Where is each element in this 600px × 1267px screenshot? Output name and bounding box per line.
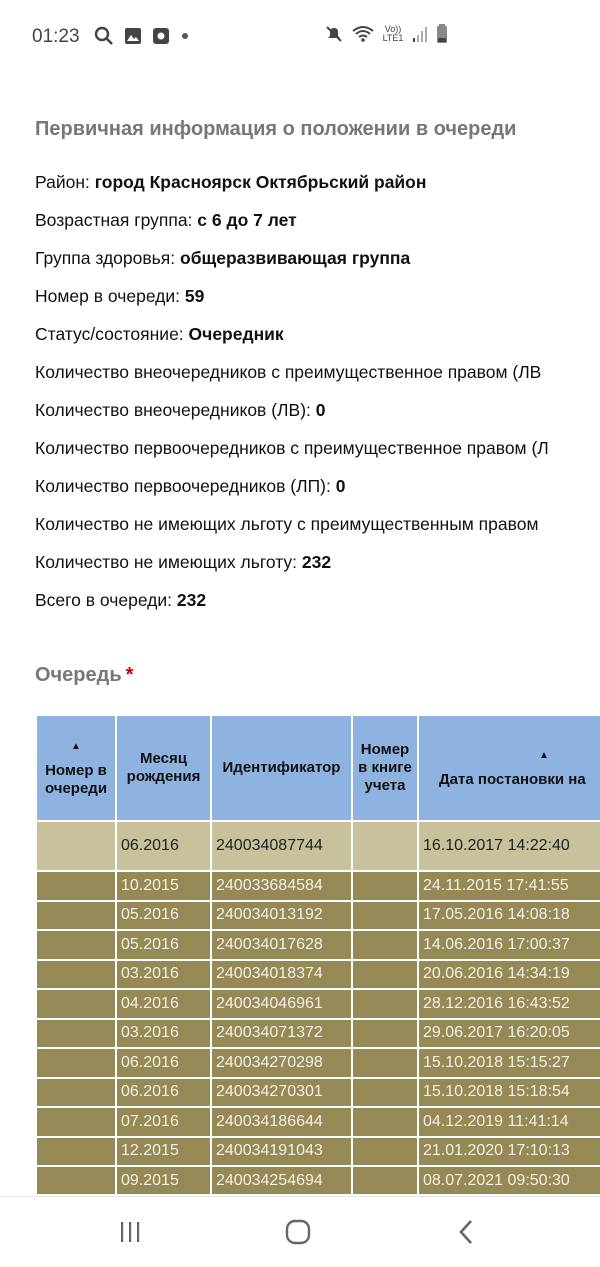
info-lines — [35, 163, 600, 619]
info-label: Количество первоочередников с преимущественное правом (Л — [35, 438, 549, 458]
battery-icon — [436, 24, 448, 44]
cell-queue-number — [36, 871, 116, 901]
cell-book-number — [352, 1078, 418, 1108]
signal-icon — [412, 25, 428, 43]
table-row[interactable] — [36, 1107, 600, 1137]
info-line — [35, 315, 600, 353]
info-line — [35, 391, 600, 429]
cell-book-number — [352, 989, 418, 1019]
cell-identifier: 240034254694 — [211, 1166, 352, 1194]
info-line — [35, 581, 600, 619]
table-row[interactable] — [36, 989, 600, 1019]
cell-queue-number — [36, 1166, 116, 1194]
queue-title-text: Очередь — [35, 664, 122, 686]
info-value: город Красноярск Октябрьский район — [94, 172, 427, 192]
notification-icons — [94, 26, 190, 46]
header-identifier[interactable]: Идентификатор — [211, 715, 352, 821]
cell-queue-number — [36, 989, 116, 1019]
info-label: Всего в очереди: — [35, 590, 177, 610]
info-value: 59 — [184, 286, 205, 306]
info-label: Статус/состояние: — [35, 324, 189, 344]
info-label: Количество внеочередников (ЛВ): — [35, 400, 316, 420]
cell-identifier: 240034191043 — [211, 1137, 352, 1167]
cell-queue-number — [36, 1078, 116, 1108]
info-value: 0 — [315, 400, 326, 420]
table-row[interactable] — [36, 1137, 600, 1167]
table-row[interactable] — [36, 1019, 600, 1049]
cell-identifier: 240034186644 — [211, 1107, 352, 1137]
info-label: Количество первоочередников (ЛП): — [35, 476, 336, 496]
cell-book-number — [352, 821, 418, 871]
cell-registration-date: 28.12.2016 16:43:52 — [418, 989, 600, 1019]
info-line — [35, 353, 600, 391]
cell-birth-month: 10.2015 — [116, 871, 211, 901]
back-icon[interactable] — [446, 1215, 486, 1249]
wifi-icon — [352, 25, 374, 43]
recents-icon[interactable] — [110, 1215, 150, 1249]
section-title: Первичная информация о положении в очереди — [35, 118, 517, 140]
info-value: с 6 до 7 лет — [197, 210, 297, 230]
required-mark: * — [125, 664, 134, 686]
cell-identifier: 240034071372 — [211, 1019, 352, 1049]
cell-identifier: 240034046961 — [211, 989, 352, 1019]
table-row[interactable] — [36, 1078, 600, 1108]
info-label: Количество внеочередников с преимущественное правом (ЛВ — [35, 362, 542, 382]
cell-birth-month: 06.2016 — [116, 1078, 211, 1108]
cell-birth-month: 05.2016 — [116, 930, 211, 960]
cell-queue-number — [36, 1048, 116, 1078]
queue-info-section — [35, 108, 600, 619]
cell-registration-date: 29.06.2017 16:20:05 — [418, 1019, 600, 1049]
cell-identifier: 240034018374 — [211, 960, 352, 990]
cell-identifier: 240034270298 — [211, 1048, 352, 1078]
navigation-bar — [0, 1196, 600, 1267]
cell-queue-number — [36, 930, 116, 960]
cell-book-number — [352, 1107, 418, 1137]
cell-birth-month: 07.2016 — [116, 1107, 211, 1137]
cell-birth-month: 03.2016 — [116, 960, 211, 990]
cell-book-number — [352, 960, 418, 990]
table-row[interactable] — [36, 930, 600, 960]
info-value: 232 — [301, 552, 332, 572]
cell-registration-date: 24.11.2015 17:41:55 — [418, 871, 600, 901]
cell-book-number — [352, 1137, 418, 1167]
info-line — [35, 429, 600, 467]
cell-queue-number — [36, 1107, 116, 1137]
cell-book-number — [352, 1166, 418, 1194]
status-bar — [0, 0, 600, 72]
info-line — [35, 201, 600, 239]
info-line — [35, 239, 600, 277]
cell-queue-number — [36, 901, 116, 931]
table-row[interactable] — [36, 901, 600, 931]
header-book-number[interactable]: Номер в книге учета — [352, 715, 418, 821]
cell-birth-month: 12.2015 — [116, 1137, 211, 1167]
cell-registration-date: 15.10.2018 15:15:27 — [418, 1048, 600, 1078]
header-queue-number[interactable]: ▲ Номер в очереди — [36, 715, 116, 821]
info-label: Группа здоровья: — [35, 248, 180, 268]
info-value: 0 — [335, 476, 346, 496]
dot-icon — [180, 31, 190, 41]
queue-title — [35, 664, 133, 687]
cell-registration-date: 17.05.2016 14:08:18 — [418, 901, 600, 931]
home-icon[interactable] — [278, 1215, 318, 1249]
cell-identifier: 240034270301 — [211, 1078, 352, 1108]
mute-icon — [324, 24, 344, 44]
sort-up-icon[interactable]: ▲ — [71, 741, 81, 752]
table-row[interactable] — [36, 1048, 600, 1078]
cell-registration-date: 14.06.2016 17:00:37 — [418, 930, 600, 960]
cell-registration-date: 16.10.2017 14:22:40 — [418, 821, 600, 871]
info-value: общеразвивающая группа — [180, 248, 411, 268]
info-label: Количество не имеющих льготу: — [35, 552, 302, 572]
cell-birth-month: 04.2016 — [116, 989, 211, 1019]
table-row-current[interactable] — [36, 821, 600, 871]
info-line — [35, 543, 600, 581]
cell-birth-month: 05.2016 — [116, 901, 211, 931]
info-label: Район: — [35, 172, 95, 192]
cell-birth-month: 09.2015 — [116, 1166, 211, 1194]
cell-book-number — [352, 1019, 418, 1049]
image-icon — [124, 27, 142, 45]
volte-icon: Vo)) LTE1 — [382, 24, 404, 43]
cell-book-number — [352, 930, 418, 960]
media-icon — [152, 27, 170, 45]
table-header-row — [36, 715, 600, 821]
table-row[interactable] — [36, 871, 600, 901]
header-registration-date[interactable]: ▲ Дата постановки на — [418, 715, 600, 821]
cell-identifier: 240033684584 — [211, 871, 352, 901]
cell-queue-number — [36, 1019, 116, 1049]
cell-registration-date: 21.01.2020 17:10:13 — [418, 1137, 600, 1167]
info-label: Количество не имеющих льготу с преимущественным правом — [35, 514, 539, 534]
cell-identifier: 240034087744 — [211, 821, 352, 871]
cell-birth-month: 06.2016 — [116, 821, 211, 871]
cell-identifier: 240034017628 — [211, 930, 352, 960]
cell-book-number — [352, 871, 418, 901]
info-value: Очередник — [188, 324, 284, 344]
cell-registration-date: 04.12.2019 11:41:14 — [418, 1107, 600, 1137]
table-row[interactable] — [36, 1166, 600, 1194]
system-icons — [324, 24, 448, 44]
queue-table — [35, 714, 600, 1194]
info-label: Номер в очереди: — [35, 286, 185, 306]
cell-queue-number — [36, 960, 116, 990]
info-line — [35, 163, 600, 201]
cell-queue-number — [36, 1137, 116, 1167]
sort-up-icon[interactable]: ▲ — [539, 750, 549, 761]
cell-identifier: 240034013192 — [211, 901, 352, 931]
info-line — [35, 505, 600, 543]
info-value: 232 — [176, 590, 207, 610]
cell-registration-date: 20.06.2016 14:34:19 — [418, 960, 600, 990]
cell-registration-date: 15.10.2018 15:18:54 — [418, 1078, 600, 1108]
cell-birth-month: 03.2016 — [116, 1019, 211, 1049]
queue-table-container[interactable] — [35, 714, 600, 1194]
info-line — [35, 467, 600, 505]
cell-queue-number — [36, 821, 116, 871]
search-icon — [94, 26, 114, 46]
info-label: Возрастная группа: — [35, 210, 198, 230]
header-birth-month[interactable]: Месяц рождения — [116, 715, 211, 821]
cell-birth-month: 06.2016 — [116, 1048, 211, 1078]
info-line — [35, 277, 600, 315]
cell-book-number — [352, 901, 418, 931]
cell-registration-date: 08.07.2021 09:50:30 — [418, 1166, 600, 1194]
cell-book-number — [352, 1048, 418, 1078]
table-row[interactable] — [36, 960, 600, 990]
clock: 01:23 — [32, 26, 80, 47]
